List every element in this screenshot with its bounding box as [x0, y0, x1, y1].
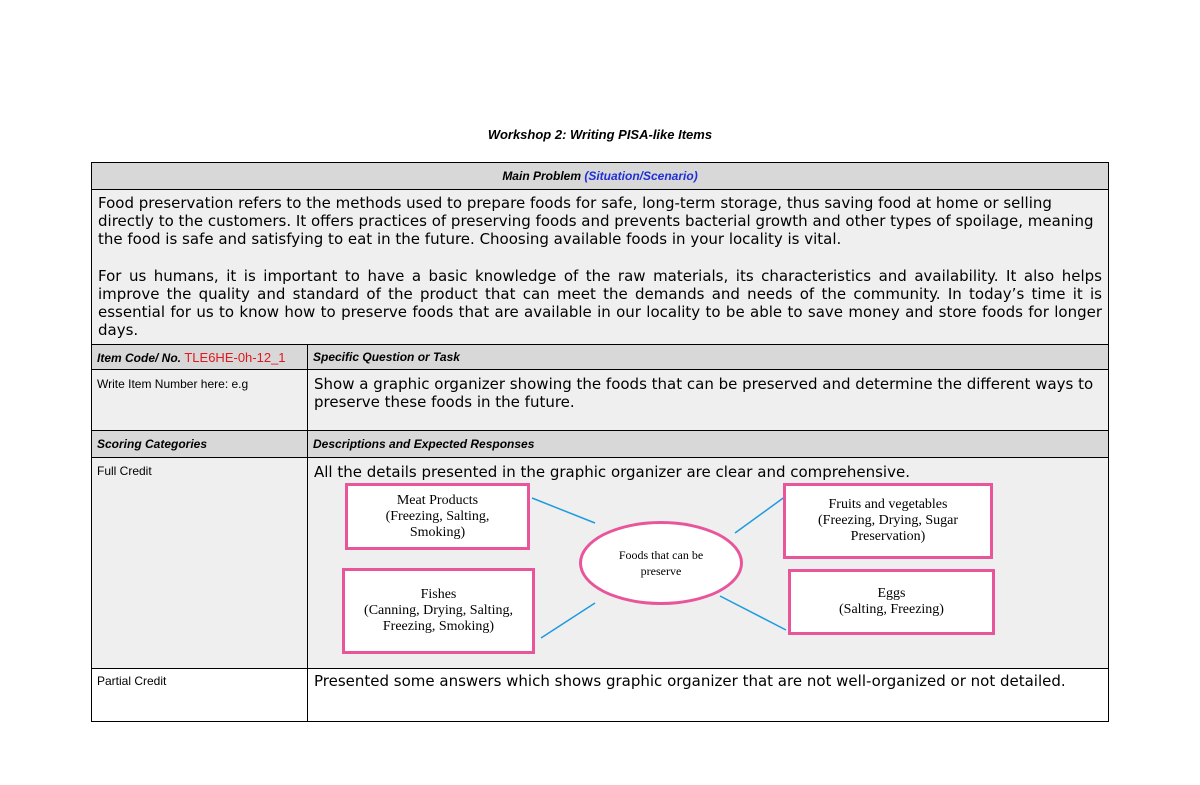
main-problem-header-row: [92, 163, 1109, 190]
item-code-value: TLE6HE-0h-12_1: [184, 349, 286, 365]
scoring-header-row: [92, 431, 1109, 458]
connector-fruits: [735, 496, 786, 533]
partial-credit-row: [92, 669, 1109, 722]
full-credit-text: All the details presented in the graphic organizer are clear and comprehensive.: [314, 463, 910, 481]
meat-title: Meat Products: [396, 492, 479, 508]
full-credit-description-cell: [308, 458, 1109, 669]
main-problem-label: Main Problem: [502, 169, 581, 183]
partial-credit-description-cell: [308, 669, 1109, 722]
task-header-cell: [308, 345, 1109, 370]
center-line-2: preserve: [640, 564, 682, 578]
partial-credit-cell: [92, 669, 308, 722]
center-line-1: Foods that can be: [618, 548, 704, 562]
main-problem-header: [92, 163, 1109, 190]
item-code-cell: [92, 345, 308, 370]
connector-fishes: [541, 603, 595, 638]
full-credit-cell: [92, 458, 308, 669]
main-problem-label-suffix: (Situation/Scenario): [584, 169, 698, 183]
task-row: [92, 370, 1109, 431]
fruits-methods-2: Preservation): [850, 529, 926, 544]
task-header-label: Specific Question or Task: [313, 350, 460, 364]
fishes-methods-2: Freezing, Smoking): [382, 619, 495, 634]
main-problem-body: [92, 190, 1109, 345]
organizer-center-oval: [579, 521, 743, 605]
partial-credit-text: Presented some answers which shows graphic organizer that are not well-organized or not detailed.: [314, 672, 1066, 690]
organizer-box-meat-products: [345, 483, 530, 550]
scoring-categories-cell: [92, 431, 308, 458]
scenario-paragraph-2: For us humans, it is important to have a basic knowledge of the raw materials, its characteristics and availability. It also helps improve the quality and standard of the product that can meet the demands and needs of the community. In today’s time it is essential for us to know how to preserve foods that are available in our locality to be able to save money and store foods for longer days.: [98, 267, 1102, 339]
connector-meat: [532, 498, 595, 523]
partial-credit-label: Partial Credit: [97, 674, 167, 688]
item-number-cell: [92, 370, 308, 431]
pisa-item-table: [91, 162, 1109, 722]
eggs-methods: (Salting, Freezing): [839, 602, 944, 617]
organizer-box-fishes: [342, 568, 535, 654]
eggs-title: Eggs: [877, 586, 906, 601]
item-code-header-row: [92, 345, 1109, 370]
task-text: Show a graphic organizer showing the foods that can be preserved and determine the different ways to preserve these foods in the future.: [314, 375, 1094, 411]
meat-methods-1: (Freezing, Salting,: [385, 508, 490, 524]
item-code-label: Item Code/ No.: [97, 350, 182, 365]
item-number-hint: Write Item Number here: e.g: [97, 377, 249, 391]
full-credit-label: Full Credit: [97, 464, 152, 478]
organizer-box-fruits-vegetables: [783, 483, 993, 559]
fruits-title: Fruits and vegetables: [828, 497, 948, 512]
fruits-methods-1: (Freezing, Drying, Sugar: [818, 513, 958, 528]
descriptions-header-cell: [308, 431, 1109, 458]
meat-methods-2: Smoking): [409, 524, 466, 540]
document-title: Workshop 2: Writing PISA-like Items: [487, 127, 713, 142]
organizer-box-eggs: [788, 569, 995, 635]
scenario-paragraph-1: Food preservation refers to the methods used to prepare foods for safe, long-term storage, thus saving food at home or selling directly to the customers. It offers practices of preserving foods and prevents bacterial growth and other types of spoilage, meaning the food is safe and satisfying to eat in the future. Choosing available foods in your locality is vital.: [98, 194, 1094, 248]
graphic-organizer: [308, 483, 1108, 658]
descriptions-header-label: Descriptions and Expected Responses: [313, 437, 535, 451]
fishes-methods-1: (Canning, Drying, Salting,: [364, 603, 513, 618]
task-text-cell: [308, 370, 1109, 431]
scoring-categories-label: Scoring Categories: [97, 437, 208, 451]
full-credit-row: [92, 458, 1109, 669]
connector-eggs: [720, 596, 786, 630]
fishes-title: Fishes: [420, 587, 457, 602]
main-problem-body-row: [92, 190, 1109, 345]
